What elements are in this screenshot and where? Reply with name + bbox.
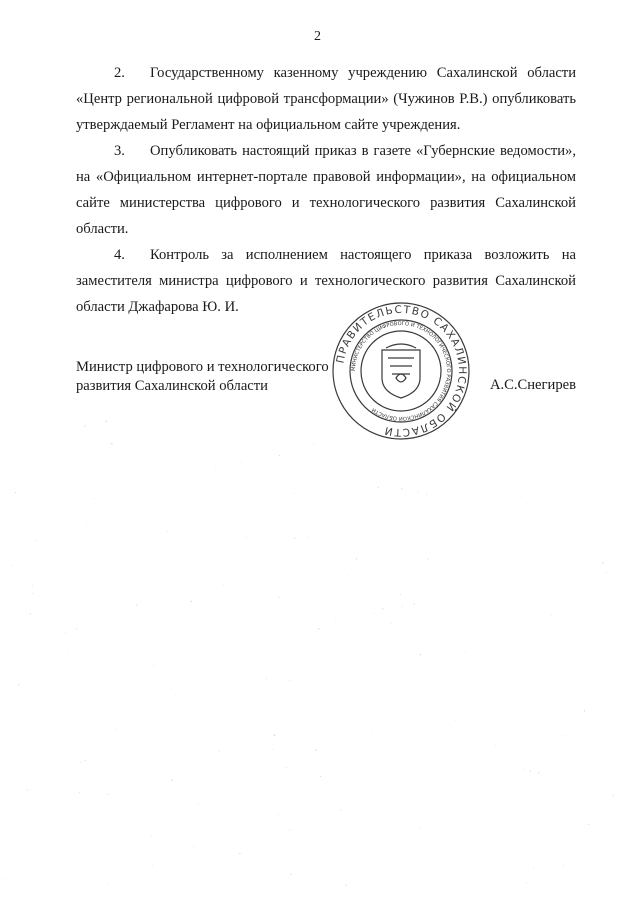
seal-inner-text: МИНИСТЕРСТВО ЦИФРОВОГО И ТЕХНОЛОГИЧЕСКОГО РАЗВИТИЯ САХАЛИНСКОЙ ОБЛАСТИ <box>350 320 452 422</box>
paragraph-number: 4. <box>114 247 125 263</box>
seal-outer-text: ПРАВИТЕЛЬСТВО САХАЛИНСКОЙ ОБЛАСТИ <box>334 303 469 439</box>
paragraph-number: 2. <box>114 65 125 81</box>
paragraph-3 <box>76 138 576 242</box>
paragraph-2 <box>76 60 576 138</box>
signer-name: А.С.Снегирев <box>489 377 576 393</box>
signer-position <box>76 358 346 396</box>
document-body <box>76 60 576 320</box>
signer-position-line-2: развития Сахалинской области <box>76 378 268 394</box>
paragraph-4 <box>76 242 576 320</box>
page-number: 2 <box>314 29 321 44</box>
paragraph-number: 3. <box>114 143 125 159</box>
paragraph-text: Государственному казенному учреждению Сахалинской области «Центр региональной цифровой трансформации» (Чужинов Р.В.) опубликовать утверждаемый Регламент на официальном сайте учреждения. <box>76 65 576 133</box>
signature-block <box>76 354 576 414</box>
paragraph-text: Контроль за исполнением настоящего приказа возложить на заместителя министра цифрового и технологического развития Сахалинской области Джафарова Ю. И. <box>76 247 576 315</box>
signer-position-line-1: Министр цифрового и технологического <box>76 359 329 375</box>
paragraph-text: Опубликовать настоящий приказ в газете «Губернские ведомости», на «Официальном интернет-портале правовой информации», на официальном сайте министерства цифрового и технологического развития Сахалинской области. <box>76 143 576 237</box>
